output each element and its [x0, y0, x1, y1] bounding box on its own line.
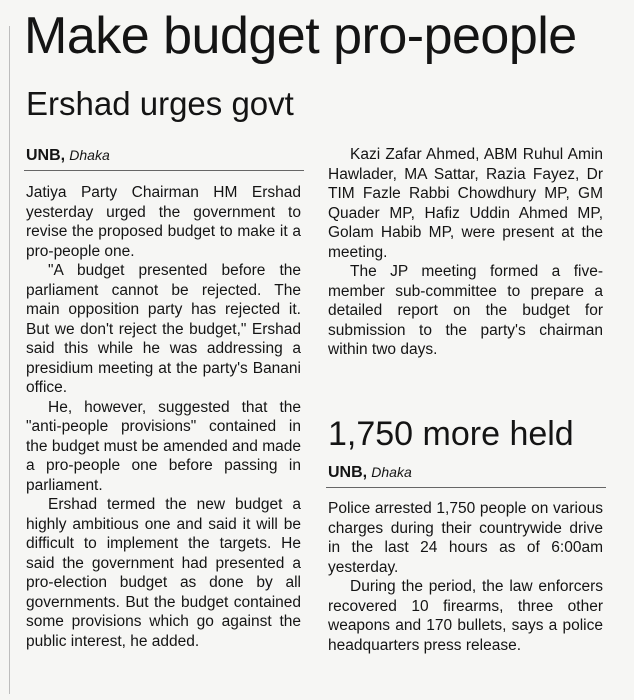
story1-paragraph: Kazi Zafar Ahmed, ABM Ruhul Amin Hawlader, MA Sattar, Razia Fayez, Dr TIM Fazle Rabbi Chowdhury MP, GM Quader MP, Hafiz Uddin Ahmed MP, Golam Habib MP, were present at the meeting. — [328, 146, 603, 261]
page-edge-rule — [9, 26, 10, 694]
story2-city: Dhaka — [371, 464, 412, 480]
story2-column — [328, 499, 603, 655]
story1-dateline — [26, 145, 110, 166]
story1-column-2 — [328, 145, 603, 360]
story1-paragraph: Ershad termed the new budget a highly ambitious one and said it will be difficult to implement the targets. He said the government had presented a pro-election budget as done by all governments. But the budget contained some provisions which go against the public interest, he added. — [26, 496, 301, 650]
story2-headline: 1,750 more held — [328, 415, 574, 453]
story1-column-1 — [26, 183, 301, 651]
story1-paragraph: Jatiya Party Chairman HM Ershad yesterday urged the government to revise the proposed budget to make it a pro-people one. — [26, 184, 301, 260]
story1-paragraph: The JP meeting formed a five-member sub-committee to prepare a detailed report on the budget for submission to the party's chairman within two days. — [328, 263, 603, 358]
story1-paragraph: "A budget presented before the parliament cannot be rejected. The main opposition party has rejected it. But we don't reject the budget," Ershad said this while he was addressing a presidium meeting at the party's Banani office. — [26, 262, 301, 396]
story2-paragraph: During the period, the law enforcers recovered 10 firearms, three other weapons and 170 bullets, says a police headquarters press release. — [328, 578, 603, 654]
story2-agency: UNB, — [328, 464, 368, 481]
story2-dateline — [328, 462, 412, 483]
story2-dateline-rule — [326, 487, 606, 488]
story2-paragraph: Police arrested 1,750 people on various charges during their countrywide drive in the last 24 hours as of 6:00am yesterday. — [328, 500, 603, 576]
story1-agency: UNB, — [26, 147, 66, 164]
story1-dateline-rule — [24, 170, 304, 171]
story1-paragraph: He, however, suggested that the "anti-people provisions" contained in the budget must be amended and made a pro-people one before passing in parliament. — [26, 398, 301, 494]
main-headline: Make budget pro-people — [24, 7, 577, 65]
subheadline: Ershad urges govt — [26, 85, 294, 122]
story1-city: Dhaka — [69, 147, 110, 163]
